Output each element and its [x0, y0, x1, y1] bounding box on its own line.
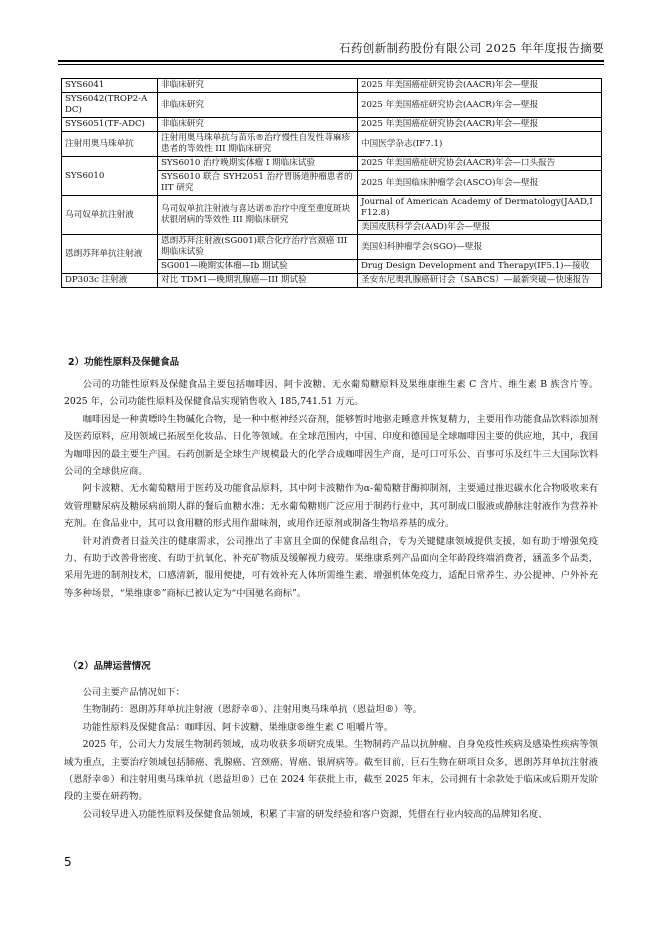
paragraph: 咖啡因是一种黄嘌呤生物碱化合物，是一种中枢神经兴奋剂，能够暂时地驱走睡意并恢复精力，主要用作功能食品饮料添加剂及医药原料，应用领域已拓展至化妆品、日化等领域。在全球范围内，中国、印度和德国是全球咖啡因主要的供应地，其中，我国为咖啡因的最主要生产国。石药创新是全球生产规模最大的化学合成咖啡因生产商，是可口可乐公、百事可乐及红牛三大国际饮料公司的全球供应商。: [64, 413, 598, 478]
product-cell: SYS6010: [62, 157, 158, 196]
study-cell: SG001—晚期实体瘤—Ib 期试验: [158, 260, 358, 274]
venue-cell: 2025 年美国癌症研究协会(AACR)年会—口头报告: [358, 157, 602, 171]
section-body: [64, 684, 598, 823]
table-row: [62, 157, 602, 171]
table-row: [62, 118, 602, 132]
product-cell: 乌司奴单抗注射液: [62, 196, 158, 235]
table-row: [62, 79, 602, 93]
paragraph: 公司主要产品情况如下：: [82, 687, 185, 698]
study-cell: SYS6010 治疗晚期实体瘤 I 期临床试验: [158, 157, 358, 171]
study-cell: SYS6010 联合 SYH2051 治疗胃肠道肿瘤患者的 IIT 研究: [158, 171, 358, 196]
product-cell: 恩朗苏拜单抗注射液: [62, 235, 158, 274]
study-cell: 乌司奴单抗注射液与喜达诺®治疗中度至重度斑块状银屑病的等效性 III 期临床研究: [158, 196, 358, 235]
report-header: [58, 40, 604, 62]
table-row: [62, 132, 602, 157]
product-cell: SYS6041: [62, 79, 158, 93]
table-row: [62, 196, 602, 221]
study-cell: 非临床研究: [158, 93, 358, 118]
paragraph: 阿卡波糖、无水葡萄糖用于医药及功能食品原料，其中阿卡波糖作为α-葡萄糖苷酶抑制剂，主要通过推迟碳水化合物吸收来有效管理糖尿病及糖尿病前期人群的餐后血糖水准；无水葡萄糖则广泛应用于制药行业中，其可制成口服液或静脉注射液作为营养补充剂。在食品业中，其可以食用糖的形式用作甜味剂，或用作还原剂或制备生物培养基的成分。: [64, 483, 598, 530]
paragraph: 公司的功能性原料及保健食品主要包括咖啡因、阿卡波糖、无水葡萄糖原料及果维康维生素 C 含片、维生素 B 族含片等。2025 年，公司功能性原料及保健食品实现销售收入 185,741.51 万元。: [64, 379, 598, 408]
table-row: [62, 274, 602, 288]
venue-cell: 美国皮肤科学会(AAD)年会—壁报: [358, 221, 602, 235]
header-title: 石药创新制药股份有限公司 2025 年年度报告摘要: [338, 41, 604, 55]
product-cell: 注射用奥马珠单抗: [62, 132, 158, 157]
venue-cell: Journal of American Academy of Dermatology(JAAD,IF12.8): [358, 196, 602, 221]
product-cell: DP303c 注射液: [62, 274, 158, 288]
paragraph: 公司较早进入功能性原料及保健食品领域，积累了丰富的研发经验和客户资源，凭借在行业内较高的品牌知名度、: [82, 808, 548, 820]
research-results-table: [61, 78, 602, 288]
study-cell: 非临床研究: [158, 118, 358, 132]
venue-cell: 圣安东尼奥乳腺癌研讨会（SABCS）—最新突破—快速报告: [358, 274, 602, 288]
page-number: 5: [64, 855, 72, 869]
venue-cell: 美国妇科肿瘤学会(SGO)—壁报: [358, 235, 602, 260]
table-row: [62, 235, 602, 260]
venue-cell: 2025 年美国癌症研究协会(AACR)年会—壁报: [358, 118, 602, 132]
paragraph: 生物制药：恩朗苏拜单抗注射液（恩舒幸®）、注射用奥马珠单抗（恩益坦®）等。: [82, 704, 422, 716]
section-body: [64, 376, 598, 602]
study-cell: 注射用奥马珠单抗与苗乐®治疗慢性自发性荨麻疹患者的等效性 III 期临床研究: [158, 132, 358, 157]
study-cell: 非临床研究: [158, 79, 358, 93]
venue-cell: 2025 年美国临床肿瘤学会(ASCO)年会—壁报: [358, 171, 602, 196]
study-cell: 恩朗苏拜注射液(SG001)联合化疗治疗宫颈癌 III 期临床试验: [158, 235, 358, 260]
table-row: [62, 93, 602, 118]
study-cell: 对比 TDM1—晚期乳腺癌—III 期试验: [158, 274, 358, 288]
paragraph: 2025 年，公司大力发展生物制药领域，成功收获多项研究成果。生物制药产品以抗肿瘤、自身免疫性疾病及感染性疾病等领域为重点，主要治疗领域包括肺癌、乳腺癌、宫颈癌、胃癌、银屑病等。截至目前，巨石生物在研项目众多，恩朗苏拜单抗注射液（恩舒幸®）和注射用奥马珠单抗（恩益坦®）已在 2024 年获批上市，截至 2025 年末，公司拥有十余款处于临床或后期开发阶段的主要在研药物。: [64, 739, 598, 803]
venue-cell: Drug Design Development and Therapy(IF5.1)—接收: [358, 260, 602, 274]
venue-cell: 2025 年美国癌症研究协会(AACR)年会—壁报: [358, 79, 602, 93]
product-cell: SYS6051(TF-ADC): [62, 118, 158, 132]
paragraph: 针对消费者日益关注的健康需求，公司推出了丰富且全面的保健食品组合，专为关键健康领域提供支援，如有助于增强免疫力、有助于改善骨密度、有助于抗氧化、补充矿物质及缓解视力疲劳。果维康系列产品面向全年龄段终端消费者，涵盖多个品类，采用先进的制剂技术，口感清新，服用便捷，可有效补充人体所需维生素、增强机体免疫力，适配日常养生、办公提神、户外补充等多种场景，“果维康®”商标已被认定为“中国驰名商标”。: [64, 535, 598, 599]
section-heading: 2）功能性原料及保健食品: [68, 357, 180, 368]
section-heading: （2）品牌运营情况: [68, 661, 151, 672]
product-cell: SYS6042(TROP2-ADC): [62, 93, 158, 118]
paragraph: 功能性原料及保健食品：咖啡因、阿卡波糖、果维康®维生素 C 咀嚼片等。: [82, 721, 394, 733]
venue-cell: 中国医学杂志(IF7.1): [358, 132, 602, 157]
venue-cell: 2025 年美国癌症研究协会(AACR)年会—壁报: [358, 93, 602, 118]
